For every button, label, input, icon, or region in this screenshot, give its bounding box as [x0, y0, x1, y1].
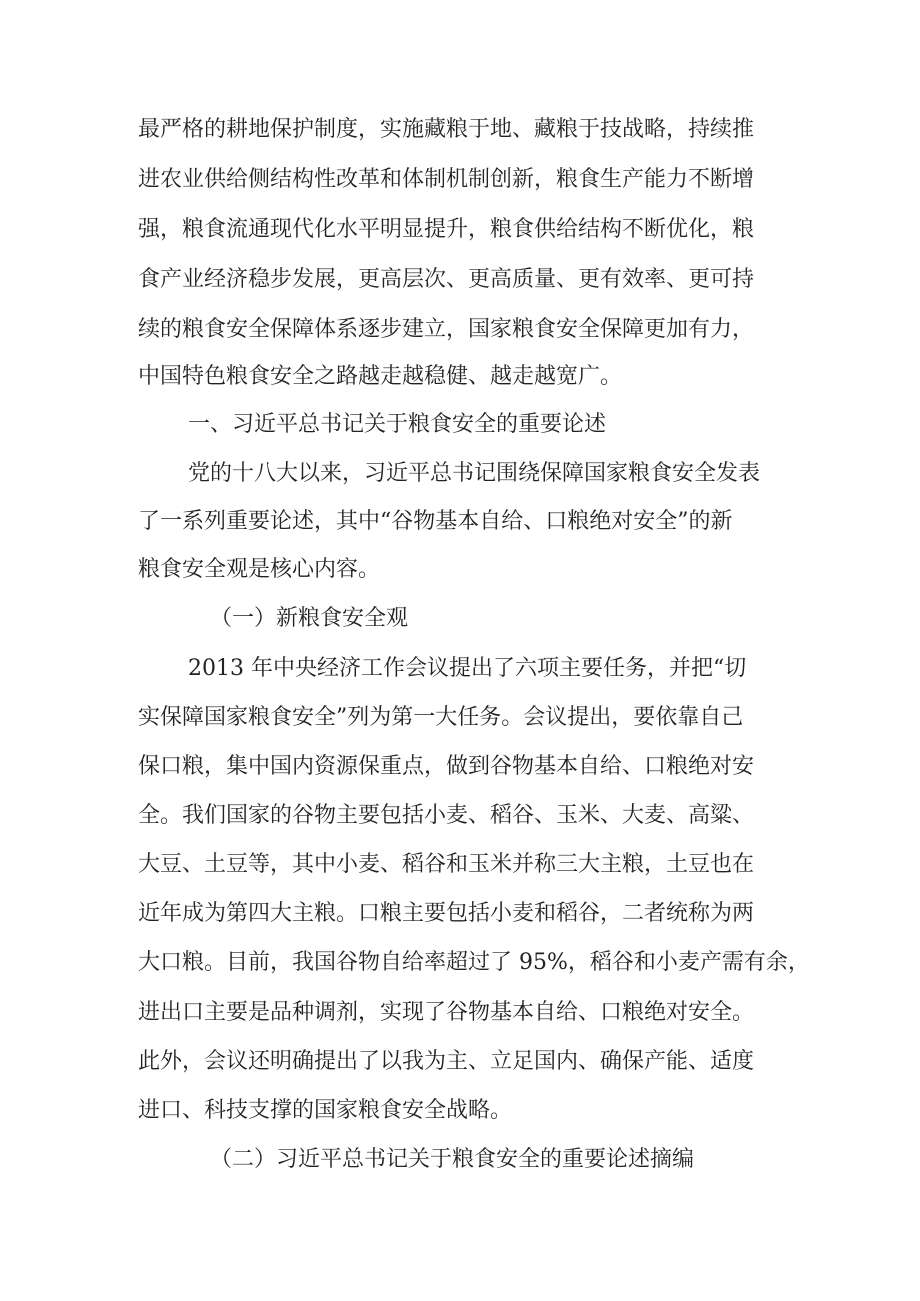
section-heading: 一、习近平总书记关于粮食安全的重要论述 — [188, 412, 607, 437]
paragraph-line: 保口粮，集中国内资源保重点，做到谷物基本自给、口粮绝对安 — [138, 754, 755, 779]
paragraph-line: 近年成为第四大主粮。口粮主要包括小麦和稻谷，二者统称为两 — [138, 901, 755, 926]
paragraph-line: 进口、科技支撑的国家粮食安全战略。 — [138, 1098, 513, 1123]
paragraph-line: 食产业经济稳步发展，更高层次、更高质量、更有效率、更可持 — [138, 267, 755, 292]
paragraph-line: 实保障国家粮食安全”列为第一大任务。会议提出，要依靠自己 — [138, 705, 744, 730]
paragraph-line: 续的粮食安全保障体系逐步建立，国家粮食安全保障更加有力， — [138, 317, 755, 342]
paragraph-line: 全。我们国家的谷物主要包括小麦、稻谷、玉米、大麦、高粱、 — [138, 803, 755, 828]
paragraph-line: 党的十八大以来，习近平总书记围绕保障国家粮食安全发表 — [188, 461, 761, 486]
paragraph-line: 了一系列重要论述，其中“谷物基本自给、口粮绝对安全”的新 — [138, 509, 733, 534]
paragraph-line: 最严格的耕地保护制度，实施藏粮于地、藏粮于技战略，持续推 — [138, 117, 755, 142]
paragraph-line: 此外，会议还明确提出了以我为主、立足国内、确保产能、适度 — [138, 1049, 755, 1074]
paragraph-line: 强，粮食流通现代化水平明显提升，粮食供给结构不断优化，粮 — [138, 217, 755, 242]
paragraph-line: 2013 年中央经济工作会议提出了六项主要任务，并把“切 — [188, 656, 747, 681]
paragraph-line: 进出口主要是品种调剂，实现了谷物基本自给、口粮绝对安全。 — [138, 1000, 755, 1025]
subsection-heading: （二）习近平总书记关于粮食安全的重要论述摘编 — [210, 1147, 695, 1172]
subsection-heading: （一）新粮食安全观 — [210, 606, 409, 631]
paragraph-line: 大豆、土豆等，其中小麦、稻谷和玉米并称三大主粮，土豆也在 — [138, 852, 755, 877]
paragraph-line: 进农业供给侧结构性改革和体制机制创新，粮食生产能力不断增 — [138, 167, 755, 192]
paragraph-line: 粮食安全观是核心内容。 — [138, 557, 381, 582]
paragraph-line: 大口粮。目前，我国谷物自给率超过了 95%，稻谷和小麦产需有余， — [138, 950, 810, 975]
paragraph-line: 中国特色粮食安全之路越走越稳健、越走越宽广。 — [138, 364, 623, 389]
